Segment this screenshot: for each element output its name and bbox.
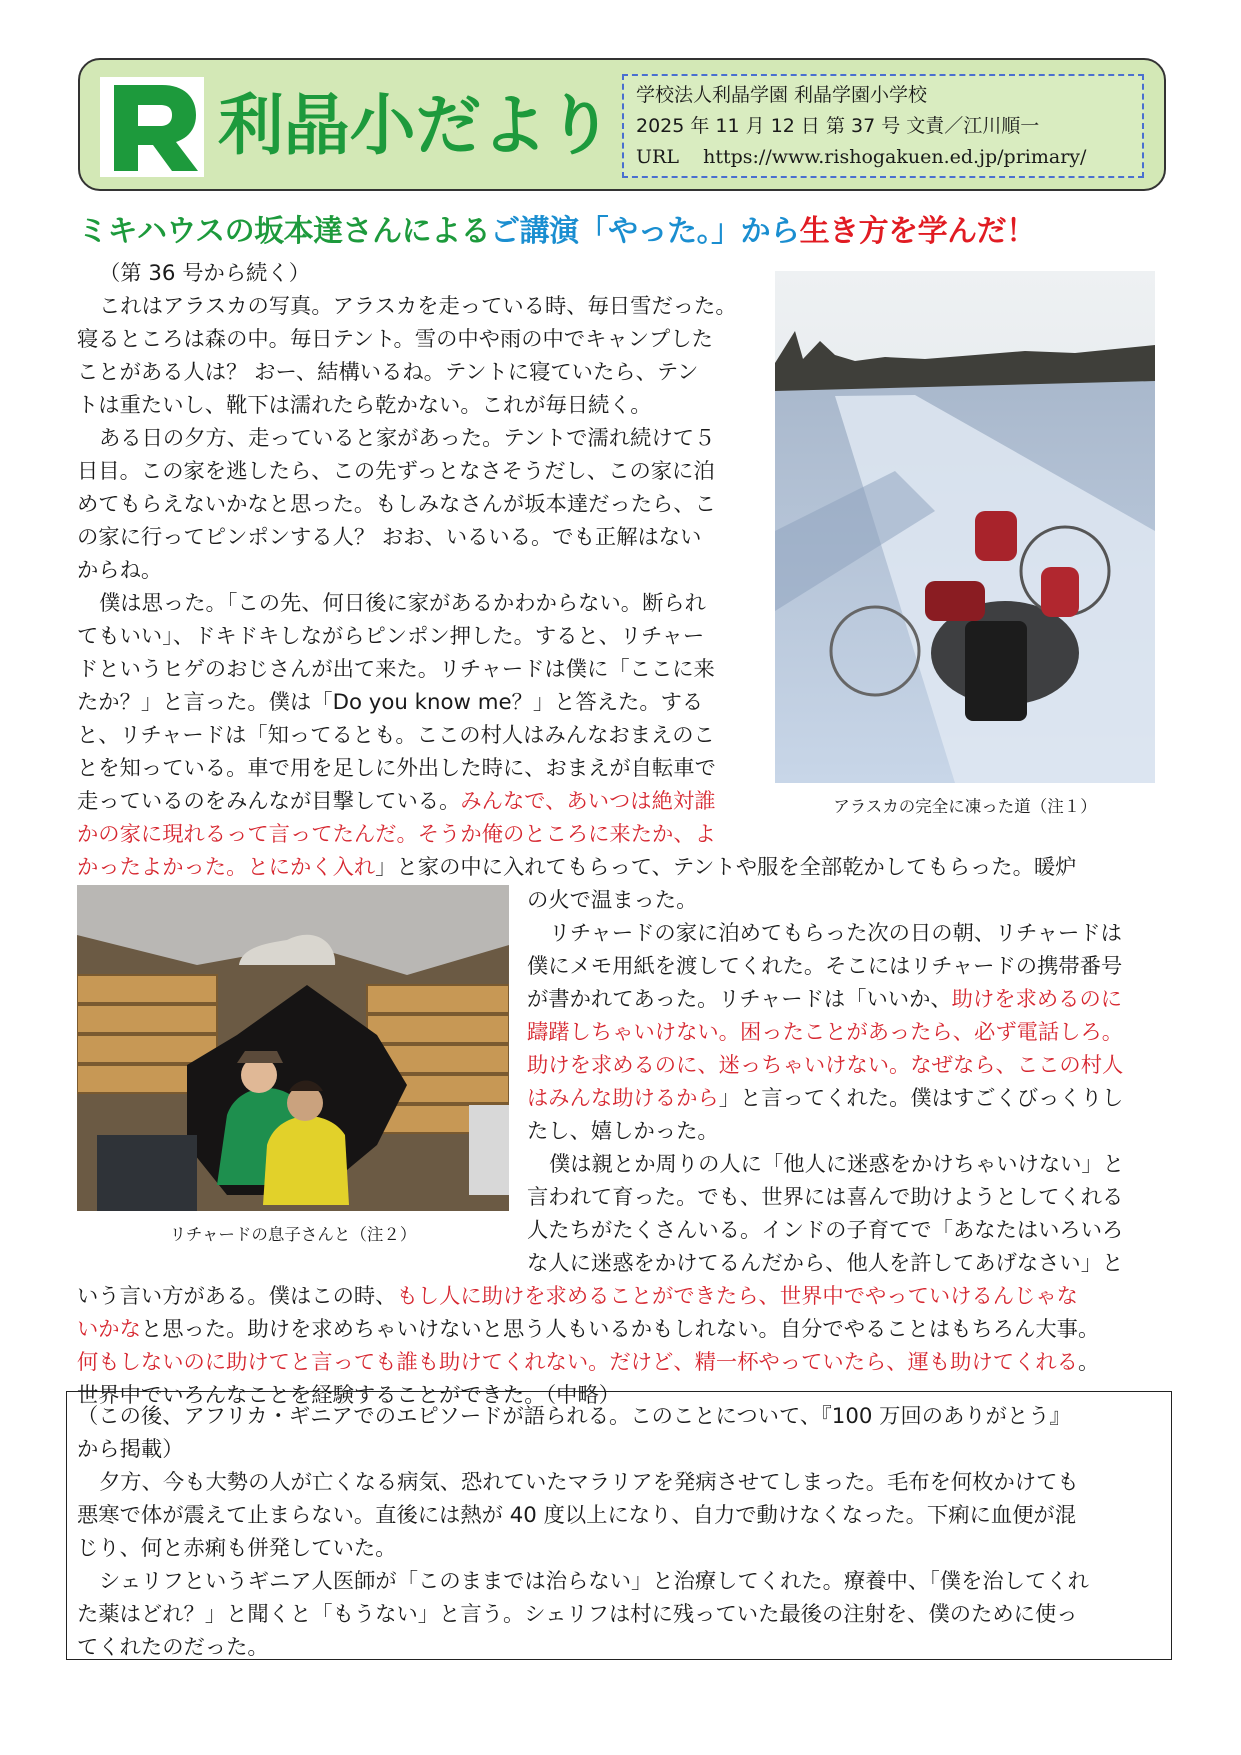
photo-richards-son: [77, 885, 509, 1211]
body-line: な人に迷惑をかけてるんだから、他人を許してあげなさい」と: [527, 1251, 1124, 1276]
body-line: 走っているのをみんなが目撃している。みんなで、あいつは絶対誰: [77, 789, 716, 814]
body-line: いう言い方がある。僕はこの時、もし人に助けを求めることができたら、世界中でやっていけるんじゃな: [77, 1284, 1078, 1309]
body-line: 日目。この家を逃したら、この先ずっとなさそうだし、この家に泊: [77, 459, 715, 484]
box-line: シェリフというギニア人医師が「このままでは治らない」と治療してくれた。療養中、「僕を治してくれ: [99, 1569, 1089, 1594]
highlight-text: 助けを求めるのに: [951, 987, 1123, 1012]
body-line: と、リチャードは「知ってるとも。ここの村人はみんなおまえのこ: [77, 723, 715, 748]
body-line: ことがある人は？ おー、結構いるね。テントに寝ていたら、テン: [77, 360, 699, 385]
photo-alaska-frozen-road: [775, 271, 1155, 783]
box-line: た薬はどれ？」と聞くと「もうない」と言う。シェリフは村に残っていた最後の注射を、僕のために使っ: [77, 1602, 1078, 1627]
issue-info-box: [622, 74, 1144, 178]
body-line: てもいい」、ドキドキしながらピンポン押した。すると、リチャー: [77, 624, 705, 649]
body-line: リチャードの家に泊めてもらった次の日の朝、リチャードは: [549, 921, 1122, 946]
body-line: トは重たいし、靴下は濡れたら乾かない。これが毎日続く。: [77, 393, 652, 418]
body-line: かったよかった。とにかく入れ」と家の中に入れてもらって、テントや服を全部乾かしてもらった。暖炉: [77, 855, 1077, 880]
newsletter-title: 利晶小だより: [218, 87, 613, 164]
highlight-text: みんなで、あいつは絶対誰: [460, 789, 716, 814]
highlight-text: かったよかった。とにかく入れ: [77, 855, 376, 880]
body-line: 僕にメモ用紙を渡してくれた。そこにはリチャードの携帯番号: [527, 954, 1123, 979]
body-line: の火で温まった。: [527, 888, 698, 913]
box-line: 悪寒で体が震えて止まらない。直後には熱が 40 度以上になり、自力で動けなくなった。下痢に血便が混: [77, 1503, 1077, 1528]
url-line: [636, 142, 1130, 173]
box-line: じり、何と赤痢も併発していた。: [77, 1536, 397, 1561]
box-line: てくれたのだった。: [77, 1635, 269, 1660]
article-headline: ミキハウスの坂本達さんによるご講演「やった。」から生き方を学んだ！: [78, 214, 1036, 249]
url-label: URL: [636, 146, 679, 168]
logo-r-icon: [100, 77, 204, 177]
body-line: いかなと思った。助けを求めちゃいけないと思う人もいるかもしれない。自分でやることはもちろん大事。: [77, 1317, 1100, 1342]
body-line: たか？」と言った。僕は「Do you know me？」と答えた。する: [77, 690, 704, 715]
highlight-text: 何もしないのに助けてと言っても誰も助けてくれない。だけど、精一杯やっていたら、運も助けてくれる: [77, 1350, 1078, 1375]
caption-photo-richard: リチャードの息子さんと（注２）: [169, 1225, 417, 1244]
body-line: 寝るところは森の中。毎日テント。雪の中や雨の中でキャンプした: [77, 327, 713, 352]
body-line: 僕は思った。「この先、何日後に家があるかわからない。断られ: [99, 591, 706, 616]
highlight-text: はみんな助けるから: [527, 1086, 719, 1111]
body-line: ある日の夕方、走っていると家があった。テントで濡れ続けて５: [99, 426, 716, 451]
body-line: の家に行ってピンポンする人？ おお、いるいる。でも正解はない: [77, 525, 702, 550]
highlight-text: かの家に現れるって言ってたんだ。そうか俺のところに来たか、よ: [77, 822, 716, 847]
caption-photo-alaska: アラスカの完全に凍った道（注１）: [833, 797, 1097, 816]
body-line: 人たちがたくさんいる。インドの子育てで「あなたはいろいろ: [527, 1218, 1124, 1243]
body-line: はみんな助けるから」と言ってくれた。僕はすごくびっくりし: [527, 1086, 1124, 1111]
body-line: が書かれてあった。リチャードは「いいか、助けを求めるのに: [527, 987, 1123, 1012]
body-line: とを知っている。車で用を足しに外出した時に、おまえが自転車で: [77, 756, 716, 781]
body-line: 何もしないのに助けてと言っても誰も助けてくれない。だけど、精一杯やっていたら、運も助けてくれる。: [77, 1350, 1100, 1375]
body-line: からね。: [77, 558, 163, 583]
issue-date-number: 2025 年 11 月 12 日 第 37 号 文責／江川順一: [636, 115, 1040, 137]
school-name: 学校法人利晶学園 利晶学園小学校: [636, 84, 928, 106]
highlight-text: もし人に助けを求めることができたら、世界中でやっていけるんじゃな: [396, 1284, 1078, 1309]
box-line: から掲載）: [77, 1437, 184, 1462]
school-logo: [100, 77, 204, 177]
body-line: 僕は親とか周りの人に「他人に迷惑をかけちゃいけない」と: [549, 1152, 1125, 1177]
highlight-text: いかな: [77, 1317, 141, 1342]
highlight-text: 躊躇しちゃいけない。困ったことがあったら、必ず電話しろ。: [527, 1020, 1124, 1045]
body-line: これはアラスカの写真。アラスカを走っている時、毎日雪だった。: [99, 294, 737, 319]
school-url[interactable]: https://www.rishogakuen.ed.jp/primary/: [703, 146, 1087, 168]
body-line: めてもらえないかなと思った。もしみなさんが坂本達だったら、こ: [77, 492, 716, 517]
box-line: （この後、アフリカ・ギニアでのエピソードが語られる。このことについて、『100 万回のありがとう』: [77, 1404, 1071, 1429]
newsletter-header: [78, 58, 1166, 191]
body-line: たし、嬉しかった。: [527, 1119, 719, 1144]
body-line: 言われて育った。でも、世界には喜んで助けようとしてくれる: [527, 1185, 1124, 1210]
highlight-text: 助けを求めるのに、迷っちゃいけない。なぜなら、ここの村人: [527, 1053, 1124, 1078]
box-line: 夕方、今も大勢の人が亡くなる病気、恐れていたマラリアを発病させてしまった。毛布を何枚かけても: [99, 1470, 1079, 1495]
body-line: ドというヒゲのおじさんが出て来た。リチャードは僕に「ここに来: [77, 657, 715, 682]
body-line: （第 36 号から続く）: [99, 261, 311, 286]
body-line: 世界中でいろんなことを経験することができた。（中略）: [77, 1383, 621, 1408]
